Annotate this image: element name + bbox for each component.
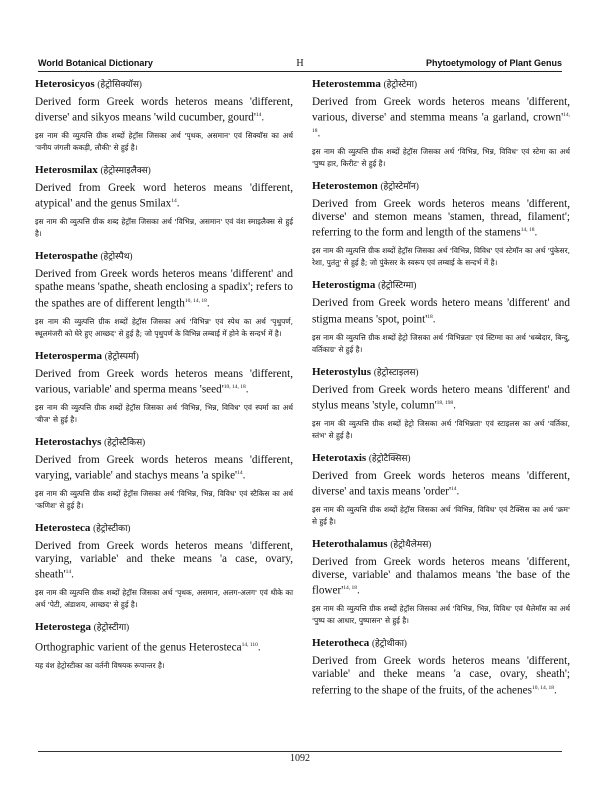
entry-reference-numbers: 18, 198 [436, 399, 454, 406]
entry-reference-numbers: 14, 110 [241, 642, 258, 649]
entry-english-text: Orthographic varient of the genus Heterosteca [35, 641, 242, 654]
entry-english-definition: Derived from Greek words heteros means 'different, various, diverse' and stemma means 'a garland, $crown'^{14, 18}$. [312, 96, 570, 140]
entry-english-definition: Derived from Greek words hetero means 'different' and stigma means 'spot, $point'^{18}$. [312, 297, 570, 326]
header-section-letter: H [296, 58, 304, 69]
entry-hindi-definition: इस नाम की व्युत्पत्ति ग्रीक शब्दों हेट्रॉस जिसका अर्थ 'विभिन्न, भिन्न, विविध' एवं स्टैकिस का अर्थ 'कणिश' से हुई है। [35, 488, 293, 510]
entry-english-definition: Derived from Greek words heteros means 'different, diverse' and taxis means '$order'^{14}$. [312, 469, 570, 498]
dictionary-entry [312, 366, 570, 442]
entry-reference-numbers: 14 [451, 485, 457, 492]
entry-english-definition: Derived from Greek words heteros means 'different, diverse, variable' and thalamos means 'the base of the $flower'^{14, 18}$. [312, 555, 570, 597]
entry-english-definition: Derived from Greek words heteros means 'different, various, variable' and sperma means '$seed'^{10, 14, 18}$. [35, 367, 293, 396]
entry-term-devanagari: (हेट्रोथैलेमस) [390, 538, 432, 549]
entry-english-text: Derived from Greek words heteros means 'different' and spathe means 'spathe, sheath enclosing a spadix'; refers to the spathes are of different length [35, 268, 293, 310]
entry-english-text: Derived from Greek words hetero means 'different' and stylus means 'style, column' [312, 383, 570, 412]
entry-term-latin: Heterotaxis [312, 451, 367, 464]
entry-term [312, 366, 570, 379]
entry-term [35, 522, 293, 535]
entry-hindi-definition: इस नाम की व्युत्पत्ति ग्रीक शब्दों हेट्रॉस जिसका अर्थ 'विभिन्न, भिन्न, विविध' एवं स्टेमा का अर्थ 'पुष्प हार, किरीट' से हुई है। [312, 147, 570, 169]
entry-english-text: Derived from Greek words hetero means 'different' and stigma means 'spot, point' [312, 297, 570, 326]
entry-term [312, 538, 570, 551]
entry-term [35, 436, 293, 449]
running-header [38, 58, 562, 72]
entry-hindi-definition: इस नाम की व्युत्पत्ति ग्रीक शब्दों हेट्रॉस जिसका अर्थ 'पृथक, असमान' एवं सिक्यॉस का अर्थ 'वनीय जंगली ककड़ी, लौकी' से हुई है। [35, 131, 293, 153]
page-number: 1092 [290, 753, 310, 764]
entry-english-definition: Orthographic varient of the genus Heterosteca$^{14, 110}$. [35, 641, 261, 654]
entry-term-devanagari: (हेट्रोथीका) [371, 638, 407, 649]
entry-english-text: Derived from Greek words heteros means 'different, various, diverse' and stemma means 'a garland, crown' [312, 96, 570, 124]
entry-english-definition: Derived from Greek words heteros means 'different, variable' and theke means 'a case, ovary, sheath'; referring to the shape of the fruits, of the achenes$^{10, 14, 18}$. [312, 655, 570, 697]
entry-term-devanagari: (हेट्रोस्टीगा) [93, 622, 130, 633]
header-right-title: Phytoetymology of Plant Genus [425, 58, 562, 68]
entry-hindi-definition: यह वंश हेट्रोस्टीका का वर्तनी विषयक रूपान्तर है। [35, 661, 165, 671]
entry-term-latin: Heterostemma [312, 78, 381, 90]
entry-term-devanagari: (हेट्रोसिक्यॉस) [97, 79, 142, 89]
entry-reference-numbers: 14 [255, 112, 262, 119]
dictionary-entry [35, 621, 293, 672]
entry-term-latin: Heterostylus [312, 365, 372, 378]
footer-rule [38, 751, 562, 752]
entry-english-text: Derived form Greek words heteros means 'different, diverse' and sikyos means 'wild cucumber, gourd' [35, 96, 293, 124]
dictionary-entry [312, 78, 570, 170]
dictionary-entry [312, 180, 570, 269]
entry-term-devanagari: (हेट्रोस्माइलैक्स) [100, 165, 151, 176]
entry-term-devanagari: (हेट्रोस्टाइलस) [373, 366, 419, 377]
entry-reference-numbers: 14, 18 [312, 112, 570, 135]
entry-english-text: Derived from Greek words heteros means 'different, various, variable' and sperma means 'seed' [35, 367, 293, 396]
entry-term-devanagari: (हेट्रोस्पैथ) [100, 251, 133, 262]
entry-english-definition: Derived from Greek words heteros means 'different, varying, variable' and stachys means 'a $spike'^{14}$. [35, 453, 293, 482]
entry-term-devanagari: (हेट्रोस्टेमा) [383, 79, 417, 89]
entry-english-text: Derived from Greek words heteros means 'different, diverse, variable' and thalamos means 'the base of the flower' [312, 555, 570, 597]
dictionary-entry [35, 522, 293, 611]
entry-term-latin: Heterostemon [312, 180, 378, 193]
entry-term-latin: Heterosteca [35, 521, 91, 534]
entry-term-latin: Heterostachys [35, 435, 102, 448]
entry-english-text: Derived from Greek words heteros means 'different, varying, variable' and theke means 'a case, ovary, sheath' [35, 539, 293, 582]
entry-hindi-definition: इस नाम की व्युत्पत्ति ग्रीक शब्द हेट्रॉस जिसका अर्थ 'विभिन्न, असमान' एवं वंश स्माइलैक्स से हुई है। [35, 217, 293, 239]
entry-reference-numbers: 10, 14, 18 [531, 684, 554, 691]
entry-reference-numbers: 14 [171, 198, 177, 205]
entry-english-definition: Derived from Greek words hetero means 'different' and stylus means 'style, $column'^{18, 198}$. [312, 383, 570, 412]
entry-hindi-definition: इस नाम की व्युत्पत्ति ग्रीक शब्दों हेट्रॉस जिसका अर्थ 'पृथक, असमान, अलग-अलग' एवं थीके का अर्थ 'पेटी, अंडाशय, आच्छद' से हुई है। [35, 588, 293, 610]
dictionary-entry [35, 78, 293, 154]
entry-term-devanagari: (हेट्रोस्पर्मा) [104, 350, 139, 361]
entry-hindi-definition: इस नाम की व्युत्पत्ति ग्रीक शब्दों हेट्रॉस जिसका अर्थ 'विभिन्न, भिन्न, विविध' एवं स्पर्मा का अर्थ 'बीज' से हुई है। [35, 402, 293, 424]
dictionary-entry [312, 452, 570, 528]
entry-reference-numbers: 10, 14, 18 [184, 297, 207, 304]
header-left-title: World Botanical Dictionary [38, 58, 153, 68]
entry-english-text: Derived from Greek words heteros means 'different, varying, variable' and stachys means 'a spike' [35, 453, 293, 482]
dictionary-entry [312, 279, 570, 355]
dictionary-entry [35, 436, 293, 512]
entry-english-text: Derived from Greek words heteros means 'different, diverse' and taxis means 'order' [312, 469, 570, 498]
entry-english-definition: Derived from Greek word heteros means 'different, atypical' and the genus Smilax$^{14}$. [35, 182, 293, 211]
entry-hindi-definition: इस नाम की व्युत्पत्ति ग्रीक शब्दों हेट्रॉस जिसका अर्थ 'विभिन्न, भिन्न, विविध' एवं थैलेमॉस का अर्थ 'पुष्प का आधार, पुष्पासन' से हुई है। [312, 604, 570, 626]
entry-term-latin: Heterostega [35, 621, 91, 634]
entry-term [35, 164, 293, 177]
entry-term-latin: Heterotheca [312, 637, 370, 650]
entry-hindi-definition: इस नाम की व्युत्पत्ति ग्रीक शब्दों हेट्रॉस जिसका अर्थ 'विभिन्न, विविध' एवं टैक्सिस का अर्थ 'क्रम' से हुई है। [312, 504, 570, 526]
entry-term-devanagari: (हेट्रोस्टैकिस) [104, 436, 146, 447]
entry-english-definition: Derived from Greek words heteros means 'different, diverse' and stemon means 'stamen, thread, filament'; referring to the form and length of the stamens$^{14, 18}$. [312, 198, 570, 240]
entry-term-devanagari: (हेट्रोटैक्सिस) [368, 452, 411, 463]
entry-term [312, 78, 570, 91]
dictionary-entry [312, 637, 570, 697]
entry-hindi-definition: इस नाम की व्युत्पत्ति ग्रीक शब्दों हेट्रो जिसका अर्थ 'विभिन्नता' एवं स्टिग्मा का अर्थ 'धब्बेदार, बिन्दु, वर्तिकाग्र' से हुई है। [312, 332, 570, 354]
entry-english-definition: Derived from Greek words heteros means 'different, varying, variable' and theke means 'a case, ovary, $sheath'^{14}$. [35, 539, 293, 582]
entry-term [35, 250, 293, 263]
entry-reference-numbers: 14, 18 [520, 227, 535, 234]
entry-term [35, 350, 293, 363]
dictionary-entry [35, 164, 293, 240]
entry-term [312, 279, 570, 292]
entry-hindi-definition: इस नाम की व्युत्पत्ति ग्रीक शब्दों हेट्रो जिसका अर्थ 'विभिन्नता' एवं स्टाइलस का अर्थ 'वर्तिका, स्तंभ' से हुई है। [312, 418, 570, 440]
entry-english-text: Derived from Greek words heteros means 'different, diverse' and stemon means 'stamen, thread, filament'; referring to the form and length of the stamens [312, 198, 570, 240]
entry-reference-numbers: 14 [65, 569, 72, 576]
entry-hindi-definition: इस नाम की व्युत्पत्ति ग्रीक शब्दों हेट्रॉस जिसका अर्थ 'विभिन्न, विविध' एवं स्टेमॉन का अर्थ 'पुंकेसर, रेशा, पुतंतु' से हुई है; जो पुंकेसर के स्वरूप एवं लम्बाई के सन्दर्भ में है। [312, 246, 570, 268]
header-rule [38, 71, 562, 72]
dictionary-entry [312, 538, 570, 627]
entry-term-devanagari: (हेट्रोस्टेमॉन) [380, 181, 419, 192]
entry-term-latin: Heterospathe [35, 250, 98, 263]
entry-english-text: Derived from Greek words heteros means 'different, variable' and theke means 'a case, ovary, sheath'; referring to the shape of the fruits, of the achenes [312, 655, 570, 697]
entry-term [312, 637, 570, 650]
entry-reference-numbers: 18 [427, 313, 433, 320]
entry-english-definition: Derived form Greek words heteros means 'different, diverse' and sikyos means 'wild cucumber, $gourd'^{14}$. [35, 96, 293, 124]
entry-term-devanagari: (हेट्रोस्टिग्मा) [378, 280, 417, 291]
entry-term-devanagari: (हेट्रोस्टीका) [93, 522, 131, 533]
entry-term-latin: Heterosperma [35, 349, 102, 362]
entry-term [312, 452, 570, 465]
entry-term [312, 180, 570, 193]
entry-reference-numbers: 14, 18 [343, 585, 357, 592]
dictionary-entry [35, 350, 293, 426]
entry-reference-numbers: 14 [237, 469, 243, 476]
entry-term [35, 621, 293, 634]
entry-hindi-definition: इस नाम की व्युत्पत्ति ग्रीक शब्दों हेट्रॉस जिसका अर्थ 'विभिन्न' एवं स्पेथ का अर्थ 'पृथुपर्ण, स्थूलमंजरी को घेरे हुए आच्छद' से हुई है; जो पृथुपर्ण के विभिन्न लम्बाई में होने के सन्दर्भ में है। [35, 316, 293, 338]
entry-term-latin: Heterostigma [312, 279, 376, 292]
entry-term [35, 78, 293, 91]
entry-english-definition: Derived from Greek words heteros means 'different' and spathe means 'spathe, sheath enclosing a spadix'; refers to the spathes are of different length$^{10, 14, 18}$. [35, 268, 293, 310]
entry-reference-numbers: 10, 14, 18 [223, 383, 246, 390]
left-column [35, 78, 293, 682]
dictionary-entry [35, 250, 293, 339]
entry-english-text: Derived from Greek word heteros means 'different, atypical' and the genus Smilax [35, 182, 293, 211]
entry-term-latin: Heterothalamus [312, 537, 388, 550]
right-column [312, 78, 570, 708]
entry-term-latin: Heterosmilax [35, 164, 98, 177]
entry-term-latin: Heterosicyos [35, 78, 95, 90]
